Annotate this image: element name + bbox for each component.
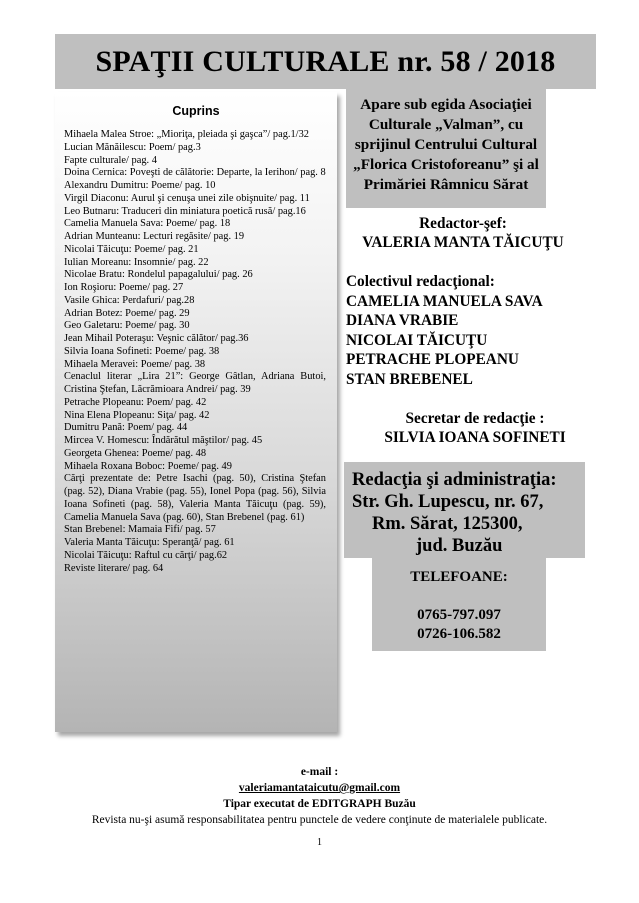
toc-item: Mircea V. Homescu: Îndărătul măştilor/ pag. 45	[64, 435, 263, 446]
toc-item: Stan Brebenel: Mamaia Fifi/ pag. 57	[64, 524, 216, 536]
toc-item: Valeria Manta Tăicuţu: Speranţă/ pag. 61	[64, 537, 235, 548]
collective-member: STAN BREBENEL	[346, 370, 473, 388]
secretary-name: SILVIA IOANA SOFINETI	[384, 429, 566, 446]
collective-member: NICOLAI TĂICUŢU	[346, 331, 488, 349]
editor-in-chief	[340, 214, 586, 252]
toc-item: Reviste literare/ pag. 64	[64, 562, 164, 574]
toc-item: Leo Butnaru: Traduceri din miniatura poetică rusă/ pag.16	[64, 205, 306, 217]
toc-item: Georgeta Ghenea: Poeme/ pag. 48	[64, 447, 207, 459]
toc-item: Doina Cernica: Poveşti de călătorie: Departe, la Ierihon/ pag. 8	[64, 167, 326, 179]
toc-item: Nina Elena Plopeanu: Siţa/ pag. 42	[64, 409, 210, 421]
toc-item: Adrian Munteanu: Lecturi regăsite/ pag. 19	[64, 231, 245, 242]
toc-list	[64, 129, 326, 575]
phones-label: TELEFOANE:	[410, 569, 508, 585]
admin-street: Str. Gh. Lupescu, nr. 67,	[352, 492, 544, 512]
admin-city: Rm. Sărat, 125300,	[372, 514, 523, 534]
toc-item: Lucian Mănăilescu: Poem/ pag.3	[64, 141, 201, 153]
toc-item: Nicolai Tăicuţu: Raftul cu cărţi/ pag.62	[64, 549, 228, 561]
toc-item: Cenaclul literar „Lira 21”: George Gâtlan, Adriana Butoi, Cristina Ştefan, Lăcrămioara Andrei/ pag. 39	[64, 371, 326, 395]
toc-heading: Cuprins	[172, 104, 220, 118]
collective-label: Colectivul redacţional:	[346, 273, 495, 290]
toc-item: Petrache Plopeanu: Poem/ pag. 42	[64, 396, 207, 408]
printer-info: Tipar executat de EDITGRAPH Buzău	[223, 798, 416, 810]
address-box	[344, 462, 585, 558]
toc-item: Cărţi prezentate de: Petre Isachi (pag. 50), Cristina Ştefan (pag. 52), Diana Vrabie (pag. 55), Ionel Popa (pag. 56), Silvia Ioana Sofineti (pag. 58), Valeria Manta Tăicuţu (pag. 59), Camelia Manuela Sava (pag. 60), Stan Brebenel (pag. 61)	[64, 473, 326, 523]
toc-item: Nicolae Bratu: Rondelul papagalului/ pag. 26	[64, 269, 253, 281]
secretary-label: Secretar de redacţie :	[405, 410, 545, 427]
toc-item: Alexandru Dumitru: Poeme/ pag. 10	[64, 180, 216, 191]
toc-item: Camelia Manuela Sava: Poeme/ pag. 18	[64, 218, 231, 230]
page-number: 1	[317, 837, 322, 848]
admin-title: Redacţia şi administraţia:	[352, 470, 557, 490]
admin-county: jud. Buzău	[416, 536, 503, 556]
editorial-secretary	[355, 409, 595, 447]
toc-item: Nicolai Tăicuţu: Poeme/ pag. 21	[64, 243, 199, 255]
disclaimer: Revista nu-şi asumă responsabilitatea pentru punctele de vedere conţinute de materialele publicate.	[91, 814, 548, 826]
email-label: e-mail :	[300, 766, 339, 778]
collective-member: DIANA VRABIE	[346, 312, 459, 330]
toc-item: Dumitru Pană: Poem/ pag. 44	[64, 422, 188, 434]
phone-number: 0765-797.097	[417, 607, 501, 623]
toc-item: Ion Roşioru: Poeme/ pag. 27	[64, 282, 184, 293]
toc-item: Vasile Ghica: Perdafuri/ pag.28	[64, 294, 195, 306]
toc-item: Virgil Diaconu: Aurul şi cenuşa unei zile obişnuite/ pag. 11	[64, 192, 310, 204]
email-link[interactable]: valeriamantataicutu@gmail.com	[238, 782, 401, 794]
editor-label: Redactor-şef:	[419, 215, 507, 232]
phones-box	[372, 558, 546, 651]
table-of-contents	[55, 92, 337, 732]
collective-member: CAMELIA MANUELA SAVA	[346, 292, 543, 310]
masthead	[55, 34, 596, 89]
magazine-title: SPAŢII CULTURALE nr. 58 / 2018	[95, 45, 556, 78]
toc-item: Fapte culturale/ pag. 4	[64, 154, 157, 166]
toc-item: Adrian Botez: Poeme/ pag. 29	[64, 307, 190, 319]
phone-number: 0726-106.582	[417, 626, 501, 642]
toc-item: Jean Mihail Poteraşu: Veşnic călător/ pag.36	[64, 333, 249, 344]
editor-name: VALERIA MANTA TĂICUŢU	[362, 234, 564, 251]
toc-item: Geo Galetaru: Poeme/ pag. 30	[64, 320, 190, 332]
footer	[0, 764, 639, 828]
toc-item: Mihaela Malea Stroe: „Mioriţa, pleiada şi gaşca”/ pag.1/32	[64, 129, 309, 140]
editorial-collective	[346, 272, 586, 390]
sponsor-text: Apare sub egida Asociaţiei Culturale „Valman”, cu sprijinul Centrului Cultural „Florica Cristoforeanu” şi al Primăriei Râmnicu Sărat	[353, 96, 539, 193]
toc-item: Silvia Ioana Sofineti: Poeme/ pag. 38	[64, 345, 220, 357]
sponsor-box	[346, 89, 546, 208]
collective-member: PETRACHE PLOPEANU	[346, 351, 519, 369]
toc-item: Iulian Moreanu: Insomnie/ pag. 22	[64, 256, 209, 268]
toc-item: Mihaela Meravei: Poeme/ pag. 38	[64, 358, 206, 370]
toc-item: Mihaela Roxana Boboc: Poeme/ pag. 49	[64, 460, 232, 472]
